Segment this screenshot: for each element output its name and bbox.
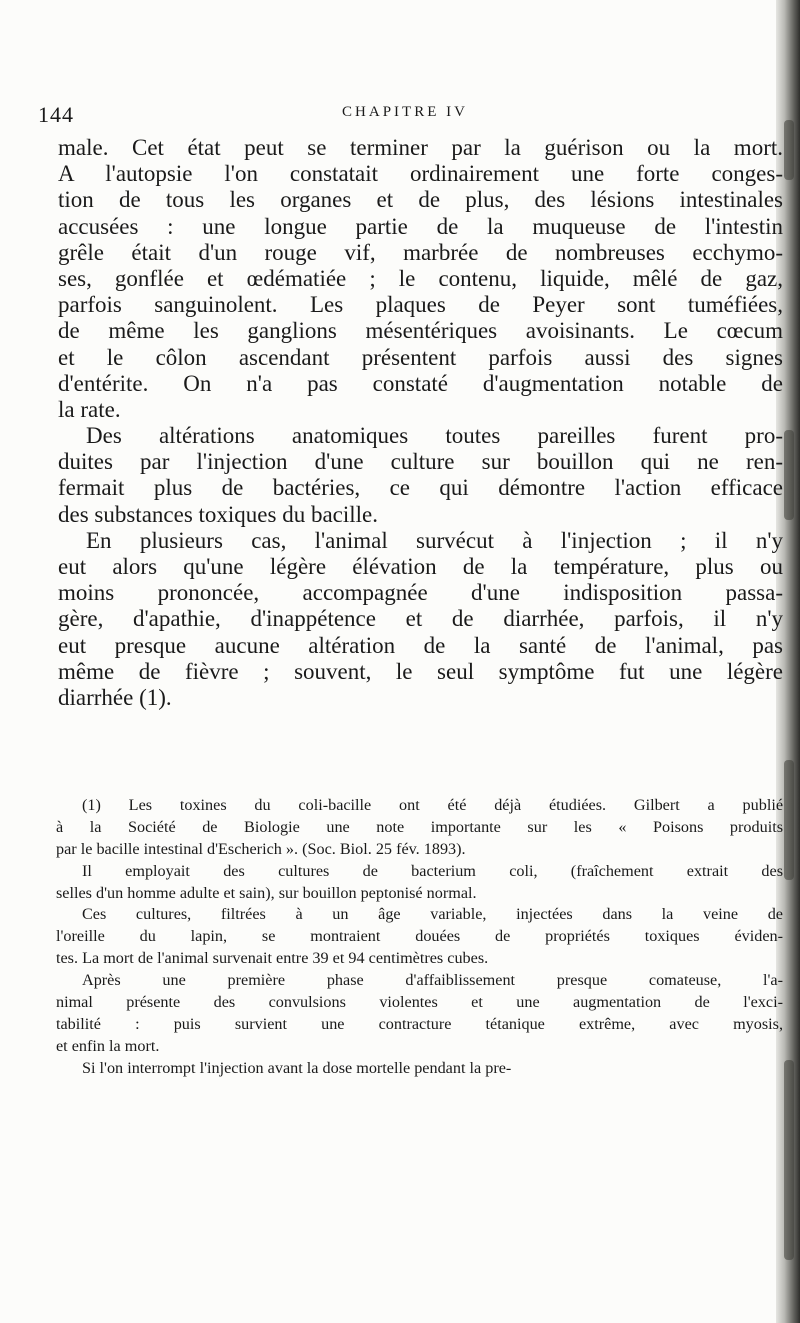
footnote-line: selles d'un homme adulte et sain), sur bouillon peptonisé normal. (56, 883, 477, 902)
text-line: eut alors qu'une légère élévation de la température, plus ou (58, 554, 783, 579)
footnote-line: tes. La mort de l'animal survenait entre 39 et 94 centimètres cubes. (56, 949, 489, 968)
text-line: la rate. (58, 396, 121, 422)
spine-stain (784, 120, 794, 180)
footnote-line: et enfin la mort. (56, 1036, 160, 1055)
text-line: grêle était d'un rouge vif, marbrée de nombreuses ecchymo- (58, 239, 783, 265)
text-line: parfois sanguinolent. Les plaques de Peyer sont tuméfiées, (58, 292, 783, 318)
footnote-line: nimal présente des convulsions violentes et une augmentation de l'exci- (56, 993, 783, 1012)
text-line: fermait plus de bactéries, ce qui démontre l'action efficace (58, 475, 783, 501)
text-line: tion de tous les organes et de plus, des lésions intestinales (58, 187, 783, 213)
text-line: gère, d'apathie, d'inappétence et de diarrhée, parfois, il n'y (58, 606, 783, 632)
text-line: moins prononcée, accompagnée d'une indisposition passa- (58, 580, 783, 606)
text-line: diarrhée (1). (58, 684, 172, 710)
text-line: accusées : une longue partie de la muqueuse de l'intestin (58, 213, 783, 239)
text-line: A l'autopsie l'on constatait ordinairement une forte conges- (58, 161, 783, 187)
footnote-line: tabilité : puis survient une contracture tétanique extrême, avec myosis, (56, 1014, 783, 1033)
footnote-line: l'oreille du lapin, se montraient douées de propriétés toxiques éviden- (56, 927, 783, 946)
footnote-line: Ces cultures, filtrées à un âge variable, injectées dans la veine de (82, 905, 783, 924)
text-line: male. Cet état peut se terminer par la guérison ou la mort. (58, 135, 783, 160)
footnote-line: Après une première phase d'affaiblissement presque comateuse, l'a- (82, 971, 783, 990)
footnote-line: par le bacille intestinal d'Escherich ». (Soc. Biol. 25 fév. 1893). (56, 839, 466, 858)
spine-stain (784, 760, 794, 880)
spine-stain (784, 430, 794, 520)
text-line: de même les ganglions mésentériques avoisinants. Le cœcum (58, 318, 783, 344)
text-line: ses, gonflée et œdématiée ; le contenu, liquide, mêlé de gaz, (58, 265, 783, 291)
text-line: En plusieurs cas, l'animal survécut à l'injection ; il n'y (86, 527, 783, 553)
text-line: duites par l'injection d'une culture sur bouillon qui ne ren- (58, 449, 783, 475)
footnote-line: Si l'on interrompt l'injection avant la dose mortelle pendant la pre- (82, 1058, 512, 1077)
text-line: d'entérite. On n'a pas constaté d'augmentation notable de (58, 370, 783, 396)
text-line: eut presque aucune altération de la santé de l'animal, pas (58, 632, 783, 658)
main-text (58, 135, 783, 711)
footnote-line: Il employait des cultures de bacterium coli, (fraîchement extrait des (82, 861, 783, 880)
text-line: Des altérations anatomiques toutes pareilles furent pro- (86, 423, 783, 449)
footnote-line: (1) Les toxines du coli-bacille ont été déjà étudiées. Gilbert a publié (82, 796, 783, 814)
text-line: des substances toxiques du bacille. (58, 501, 379, 527)
footnote-block (56, 795, 783, 1080)
text-line: même de fièvre ; souvent, le seul symptôme fut une légère (58, 658, 783, 684)
text-line: et le côlon ascendant présentent parfois aussi des signes (58, 344, 783, 370)
running-head: CHAPITRE IV (342, 104, 468, 120)
footnote-line: à la Société de Biologie une note importante sur les « Poisons produits (56, 817, 783, 836)
page-number: 144 (38, 102, 74, 127)
spine-stain (784, 1060, 794, 1260)
